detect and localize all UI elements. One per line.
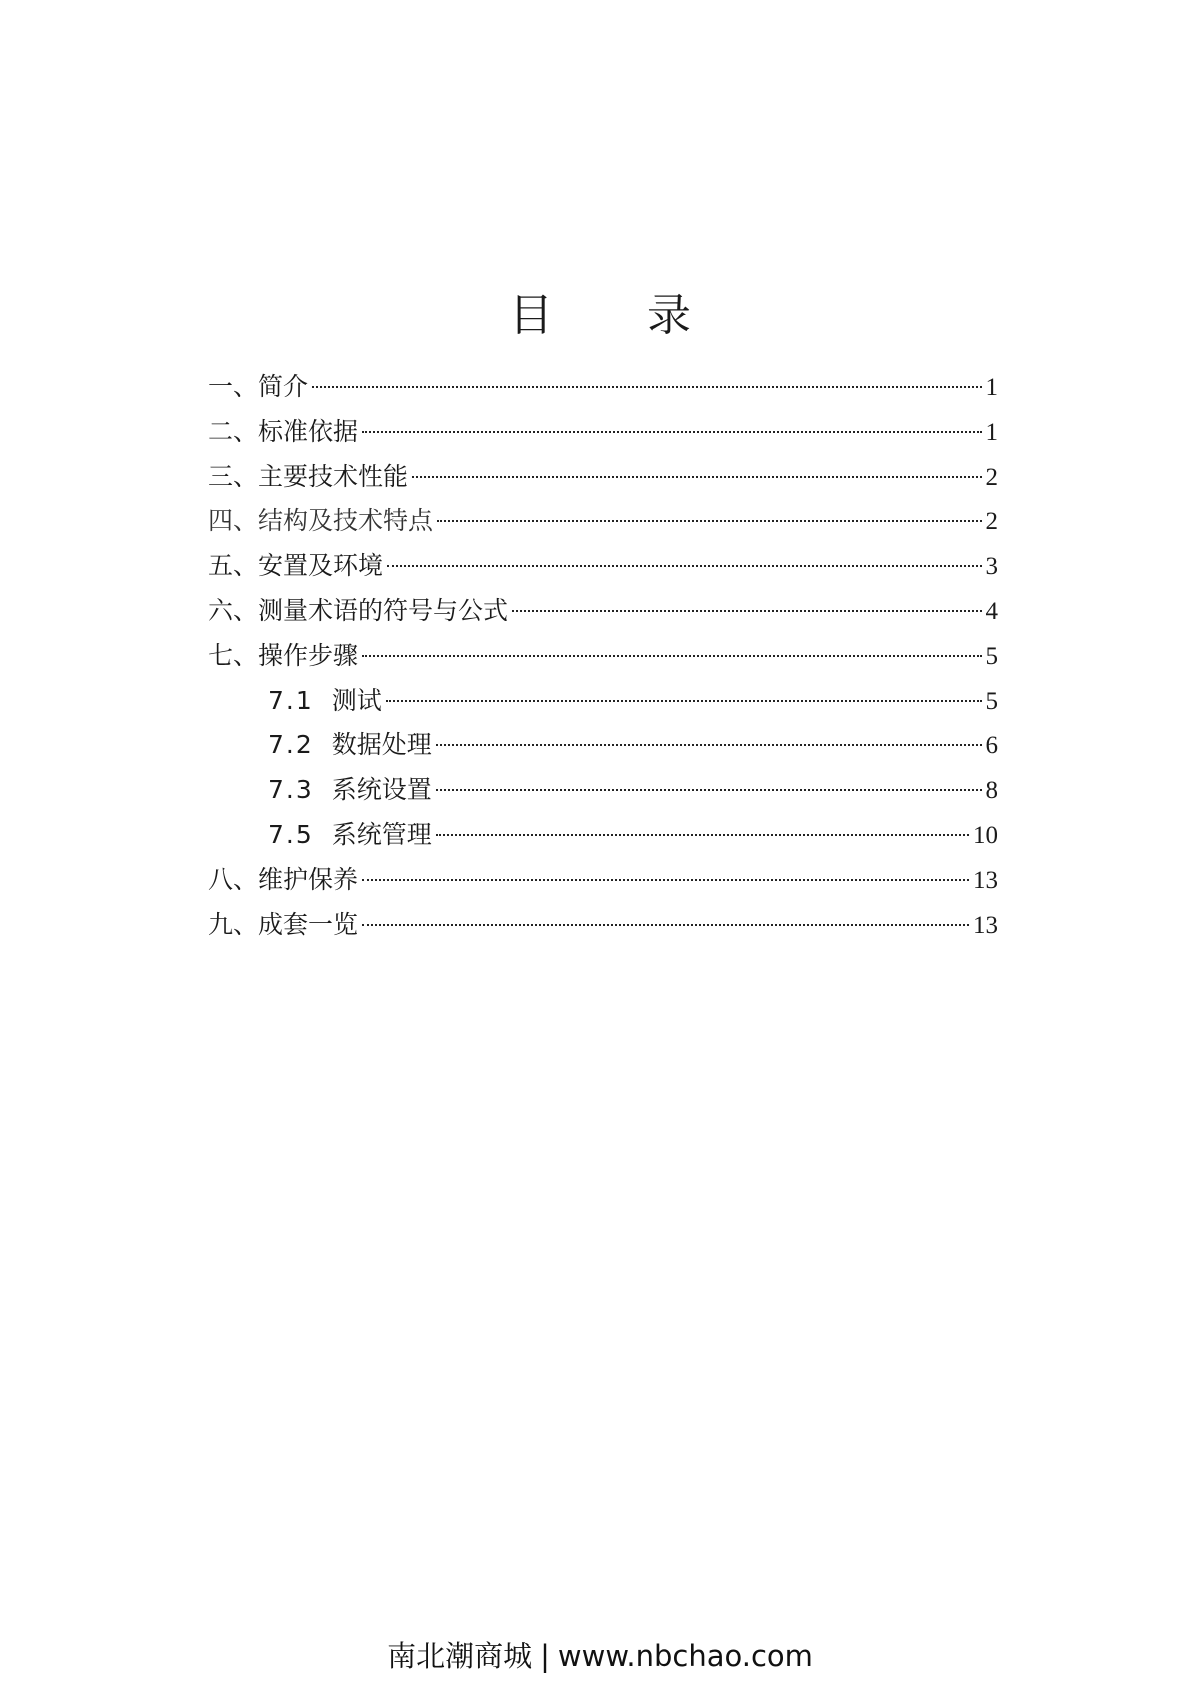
toc-entry[interactable]	[208, 410, 998, 455]
toc-entry-text: 数据处理	[331, 730, 432, 760]
toc-entry[interactable]	[208, 903, 998, 948]
toc-entry[interactable]	[208, 455, 998, 500]
page-title: 目 录	[509, 290, 731, 341]
toc-entry-text: 三、主要技术性能	[208, 461, 409, 491]
toc-page-number: 5	[985, 642, 998, 670]
toc-leader-dots	[436, 789, 982, 791]
toc-page-number: 4	[985, 597, 998, 625]
footer-separator: |	[540, 1639, 550, 1673]
toc-leader-dots	[362, 655, 981, 657]
footer-site-name: 南北潮商城	[387, 1639, 533, 1673]
footer-watermark	[0, 1636, 1200, 1676]
toc-entry[interactable]	[208, 858, 998, 903]
toc-entry-text: 二、标准依据	[208, 416, 359, 446]
toc-subentry[interactable]	[208, 679, 998, 724]
toc-leader-dots	[386, 700, 982, 702]
toc-leader-dots	[436, 834, 969, 836]
toc-page-number: 8	[985, 777, 998, 805]
toc-page-number: 3	[985, 553, 998, 581]
toc-leader-dots	[512, 610, 981, 612]
toc-entry-text: 五、安置及环境	[208, 551, 384, 581]
toc-page-number: 2	[985, 463, 998, 491]
toc-subentry[interactable]	[208, 768, 998, 813]
toc-entry[interactable]	[208, 365, 998, 410]
toc-leader-dots	[437, 520, 981, 522]
toc-entry-text: 系统管理	[331, 819, 432, 849]
toc-page-number: 5	[985, 687, 998, 715]
toc-entry[interactable]	[208, 589, 998, 634]
toc-section-number: 7.1	[268, 685, 314, 715]
table-of-contents	[208, 365, 998, 947]
toc-entry-text: 一、简介	[208, 372, 309, 401]
toc-subentry[interactable]	[208, 813, 998, 858]
toc-entry-text: 测试	[331, 685, 382, 715]
toc-leader-dots	[412, 476, 981, 478]
toc-entry[interactable]	[208, 634, 998, 679]
toc-leader-dots	[436, 744, 982, 746]
toc-leader-dots	[362, 431, 981, 433]
toc-entry-text: 六、测量术语的符号与公式	[208, 595, 509, 625]
toc-page-number: 10	[973, 821, 998, 849]
toc-page-number: 13	[973, 866, 998, 894]
toc-leader-dots	[387, 565, 981, 567]
toc-section-number: 7.5	[268, 819, 314, 849]
toc-entry-text: 八、维护保养	[208, 864, 359, 894]
toc-page-number: 2	[985, 508, 998, 536]
toc-page-number: 1	[985, 418, 998, 446]
toc-leader-dots	[362, 924, 969, 926]
toc-entry[interactable]	[208, 544, 998, 589]
toc-page-number: 1	[985, 374, 998, 401]
toc-entry-text: 九、成套一览	[208, 909, 359, 939]
toc-entry[interactable]	[208, 499, 998, 544]
toc-page-number: 13	[973, 911, 998, 939]
toc-entry-text: 系统设置	[331, 775, 432, 805]
toc-section-number: 7.2	[268, 730, 314, 760]
toc-section-number: 7.3	[268, 775, 314, 805]
toc-subentry[interactable]	[208, 723, 998, 768]
toc-leader-dots	[362, 879, 969, 881]
footer-url-link[interactable]: www.nbchao.com	[557, 1639, 813, 1673]
toc-entry-text: 七、操作步骤	[208, 640, 359, 670]
toc-entry-text: 四、结构及技术特点	[208, 506, 434, 536]
toc-leader-dots	[312, 386, 981, 388]
toc-page-number: 6	[985, 732, 998, 760]
